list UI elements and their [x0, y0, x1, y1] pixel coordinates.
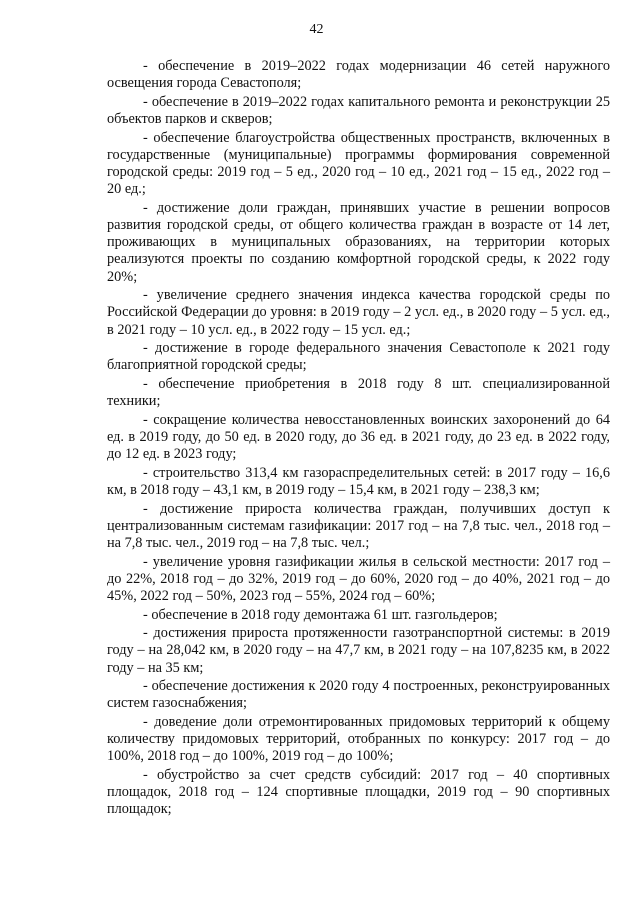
list-item: - достижение прироста количества граждан, получивших доступ к централизованным системам газификации: 2017 год – на 7,8 тыс. чел., 2018 год – на 7,8 тыс. чел., 2019 год – на 7,8 тыс. чел.; — [107, 500, 610, 551]
list-item: - увеличение среднего значения индекса качества городской среды по Российской Федерации до уровня: в 2019 году – 2 усл. ед., в 2020 году – 5 усл. ед., в 2021 году – 10 усл. ед., в 2022 году – 15 усл. ед.; — [107, 287, 610, 338]
list-item: - обеспечение приобретения в 2018 году 8 шт. специализированной техники; — [107, 376, 610, 410]
list-item: - обеспечение в 2019–2022 годах капитального ремонта и реконструкции 25 объектов парков и скверов; — [107, 93, 610, 127]
list-item: - сокращение количества невосстановленных воинских захоронений до 64 ед. в 2019 году, до 50 ед. в 2020 году, до 36 ед. в 2021 году, до 23 ед. в 2022 году, до 12 ед. в 2023 году; — [107, 411, 610, 463]
list-item: - достижение доли граждан, принявших участие в решении вопросов развития городской среды, от общего количества граждан в возрасте от 14 лет, проживающих в муниципальных образованиях, на территории которых реализуются проекты по созданию комфортной городской среды, к 2022 году 20%; — [107, 199, 610, 285]
list-item: - обустройство за счет средств субсидий: 2017 год – 40 спортивных площадок, 2018 год – 124 спортивные площадки, 2019 год – 90 спортивных площадок; — [107, 766, 610, 818]
list-item: - обеспечение в 2018 году демонтажа 61 шт. газгольдеров; — [143, 606, 498, 623]
list-item: - строительство 313,4 км газораспределительных сетей: в 2017 году – 16,6 км, в 2018 году – 43,1 км, в 2019 году – 15,4 км, в 2021 году – 238,3 км; — [107, 464, 610, 498]
document-body — [107, 58, 610, 820]
list-item: - доведение доли отремонтированных придомовых территорий к общему количеству придомовых территорий, отобранных по конкурсу: 2017 год – до 100%, 2018 год – до 100%, 2019 год – до 100%; — [107, 713, 610, 765]
page-number: 42 — [309, 22, 324, 37]
list-item: - достижения прироста протяженности газотранспортной системы: в 2019 году – на 28,042 км, в 2020 году – на 47,7 км, в 2021 году – на 107,8235 км, в 2022 году – на 35 км; — [107, 625, 610, 676]
list-item: - обеспечение благоустройства общественных пространств, включенных в государственные (муниципальные) программы формирования современной городской среды: 2019 год – 5 ед., 2020 год – 10 ед., 2021 год – 15 ед., 2022 год – 20 ед.; — [107, 129, 610, 198]
list-item: - обеспечение достижения к 2020 году 4 построенных, реконструированных систем газоснабжения; — [107, 678, 610, 712]
list-item: - достижение в городе федерального значения Севастополе к 2021 году благоприятной городской среды; — [107, 340, 610, 374]
list-item: - увеличение уровня газификации жилья в сельской местности: 2017 год – до 22%, 2018 год – до 32%, 2019 год – до 60%, 2020 год – до 40%, 2021 год – до 45%, 2022 год – 50%, 2023 год – 55%, 2024 год – 60%; — [107, 553, 610, 604]
list-item: - обеспечение в 2019–2022 годах модернизации 46 сетей наружного освещения города Севастополя; — [107, 58, 610, 92]
